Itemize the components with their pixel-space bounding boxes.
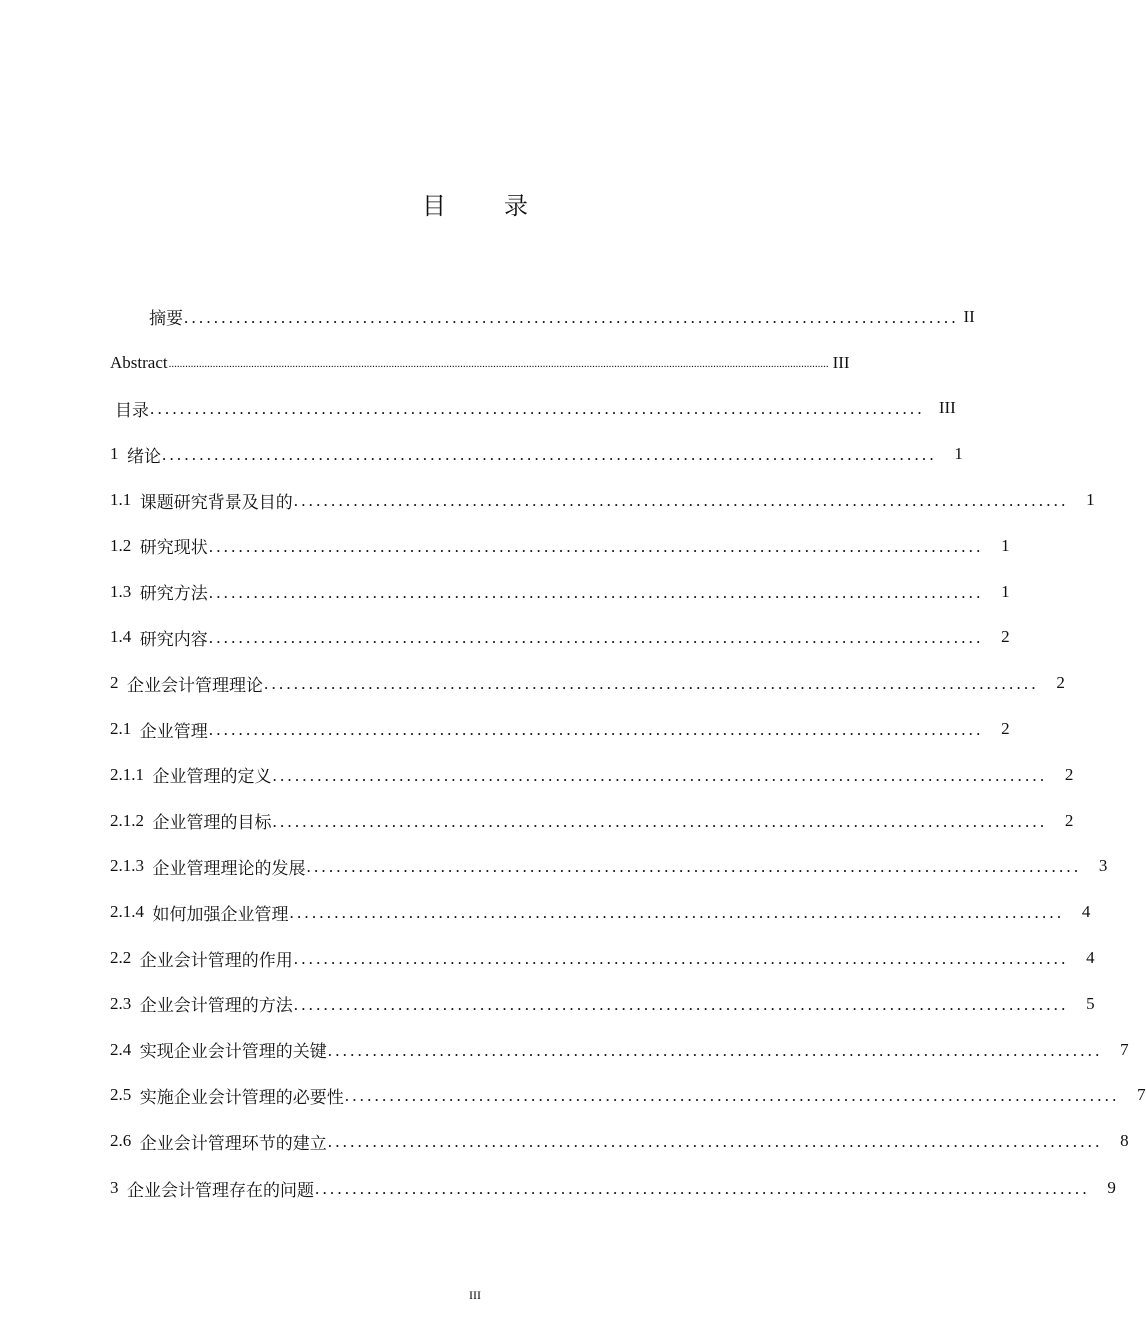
toc-entry-text: 实现企业会计管理的关键 — [139, 1042, 327, 1062]
toc-entry-page: 2 — [1001, 627, 1010, 647]
toc-leader-dots: ........................................................................................................ — [293, 994, 1069, 1014]
toc-entry-text: 企业会计管理理论 — [127, 675, 263, 695]
toc-entry-page: 1 — [954, 444, 963, 464]
toc-leader-dots: ........................................................................................................ — [150, 399, 925, 419]
toc-entry-text: 企业管理理论的发展 — [152, 858, 306, 878]
toc-leader-dots: ........................................................................................................ — [327, 1132, 1103, 1152]
toc-entry-2-2[interactable] — [110, 935, 1095, 981]
toc-entry-page: 1 — [1001, 535, 1010, 555]
toc-entry-number: 2.5 — [110, 1085, 132, 1105]
toc-entry-2-5[interactable] — [110, 1073, 1146, 1119]
toc-entry-1-2[interactable] — [110, 523, 1010, 569]
toc-entry-text: 企业管理的目标 — [152, 813, 272, 833]
toc-entry-number: 2.1.3 — [110, 856, 144, 876]
toc-entry-page: 1 — [1001, 581, 1010, 601]
toc-entry-2-1-3[interactable] — [110, 844, 1108, 890]
toc-entry-2[interactable] — [110, 660, 1065, 706]
toc-entry-text: 课题研究背景及目的 — [139, 492, 293, 512]
toc-entry-text: 实施企业会计管理的必要性 — [139, 1087, 344, 1107]
toc-entry-abstract-cn[interactable] — [110, 294, 975, 340]
toc-leader-dots: ........................................................................................................ — [272, 811, 1048, 831]
toc-entry-2-6[interactable] — [110, 1118, 1129, 1164]
toc-leader-dots: ........................................................................................................ — [208, 720, 984, 740]
toc-leader-dots: ........................................................................................................ — [293, 949, 1069, 969]
toc-entry-number: 2.1.4 — [110, 902, 144, 922]
toc-entry-1-1[interactable] — [110, 477, 1095, 523]
toc-entry-page: 2 — [1056, 673, 1065, 693]
toc-entry-number: 2.6 — [110, 1131, 132, 1151]
toc-leader-dots: ........................................................................................................ — [289, 903, 1065, 923]
toc-entry-number: 2.3 — [110, 993, 132, 1013]
toc-leader-dots: ........................................................................................................ — [306, 857, 1082, 877]
toc-leader-dots: ........................................................................................................ — [208, 536, 984, 556]
toc-leader-dots: ........................................................................................................ — [264, 674, 1039, 694]
toc-entry-text: 企业会计管理的方法 — [139, 996, 293, 1016]
toc-entry-number: 1.2 — [110, 535, 132, 555]
table-of-contents — [110, 294, 1146, 1212]
toc-entry-text: 企业会计管理环节的建立 — [139, 1133, 327, 1153]
toc-leader-dots: ........................................................................................................ — [272, 765, 1048, 785]
toc-entry-text: 研究内容 — [139, 629, 208, 649]
toc-entry-page: 3 — [1098, 856, 1108, 876]
toc-entry-number: 2.1 — [110, 719, 132, 739]
toc-entry-text: 研究现状 — [139, 538, 208, 558]
toc-entry-text: 研究方法 — [139, 584, 208, 604]
toc-entry-page: 9 — [1107, 1178, 1116, 1198]
toc-entry-2-1-2[interactable] — [110, 798, 1074, 844]
toc-entry-number: 1.3 — [110, 581, 132, 601]
toc-leader-dots: ........................................................................................................ — [344, 1086, 1120, 1106]
toc-entry-contents[interactable] — [110, 386, 956, 432]
toc-entry-2-4[interactable] — [110, 1027, 1129, 1073]
page-title: 目 录 — [422, 194, 554, 220]
toc-entry-number: 2.2 — [110, 948, 132, 968]
toc-entry-page: 2 — [1001, 719, 1010, 739]
toc-leader-dots: ........................................................................................................ — [327, 1040, 1103, 1060]
toc-entry-page: 2 — [1064, 764, 1074, 784]
toc-entry-text: 企业管理 — [139, 721, 208, 741]
toc-entry-page: 8 — [1120, 1131, 1129, 1151]
toc-entry-number: 2.1.2 — [110, 810, 144, 830]
toc-entry-abstract-en[interactable] — [110, 340, 850, 386]
toc-entry-number: 1.1 — [110, 490, 132, 510]
toc-entry-page: III — [832, 352, 850, 372]
toc-leader-dots: ........................................................................................................ — [184, 307, 959, 327]
toc-entry-text: 目录 — [115, 400, 149, 420]
toc-entry-number: 1 — [110, 444, 119, 464]
toc-entry-number: 2.4 — [110, 1039, 132, 1059]
toc-entry-page: 5 — [1086, 993, 1095, 1013]
toc-entry-page: 4 — [1086, 948, 1095, 968]
toc-entry-text: 绪论 — [127, 446, 161, 466]
toc-entry-page: 4 — [1081, 902, 1091, 922]
toc-entry-page: 2 — [1064, 810, 1074, 830]
toc-leader-dots: ........................................................................................................ — [208, 582, 984, 602]
toc-entry-text: 摘要 — [149, 309, 183, 329]
toc-entry-number: 3 — [110, 1178, 119, 1198]
toc-entry-2-1[interactable] — [110, 706, 1010, 752]
toc-entry-text: Abstract — [110, 352, 168, 372]
page-number-footer: III — [469, 1288, 481, 1302]
toc-entry-page: 1 — [1086, 490, 1095, 510]
toc-entry-2-1-1[interactable] — [110, 752, 1074, 798]
toc-entry-page: 7 — [1137, 1085, 1146, 1105]
toc-leader-dots: ........................................................................................................ — [208, 628, 984, 648]
toc-entry-2-3[interactable] — [110, 981, 1095, 1027]
toc-leader-dots: ................................................................................................................................................................................................................................................ — [168, 357, 829, 370]
toc-entry-text: 企业管理的定义 — [152, 767, 272, 787]
toc-entry-page: II — [963, 306, 975, 326]
toc-entry-2-1-4[interactable] — [110, 889, 1091, 935]
toc-entry-page: III — [938, 398, 956, 418]
toc-entry-number: 2 — [110, 673, 119, 693]
toc-entry-3[interactable] — [110, 1164, 1116, 1212]
toc-entry-text: 如何加强企业管理 — [152, 904, 289, 924]
toc-entry-1[interactable] — [110, 431, 963, 477]
toc-leader-dots: ........................................................................................................ — [162, 445, 937, 465]
toc-entry-1-4[interactable] — [110, 615, 1010, 661]
toc-entry-text: 企业会计管理存在的问题 — [127, 1180, 314, 1200]
toc-entry-number: 1.4 — [110, 627, 132, 647]
toc-leader-dots: ........................................................................................................ — [315, 1179, 1090, 1199]
toc-entry-number: 2.1.1 — [110, 764, 144, 784]
toc-entry-1-3[interactable] — [110, 569, 1010, 615]
toc-entry-page: 7 — [1120, 1039, 1129, 1059]
toc-entry-text: 企业会计管理的作用 — [139, 950, 293, 970]
toc-leader-dots: ........................................................................................................ — [293, 491, 1069, 511]
